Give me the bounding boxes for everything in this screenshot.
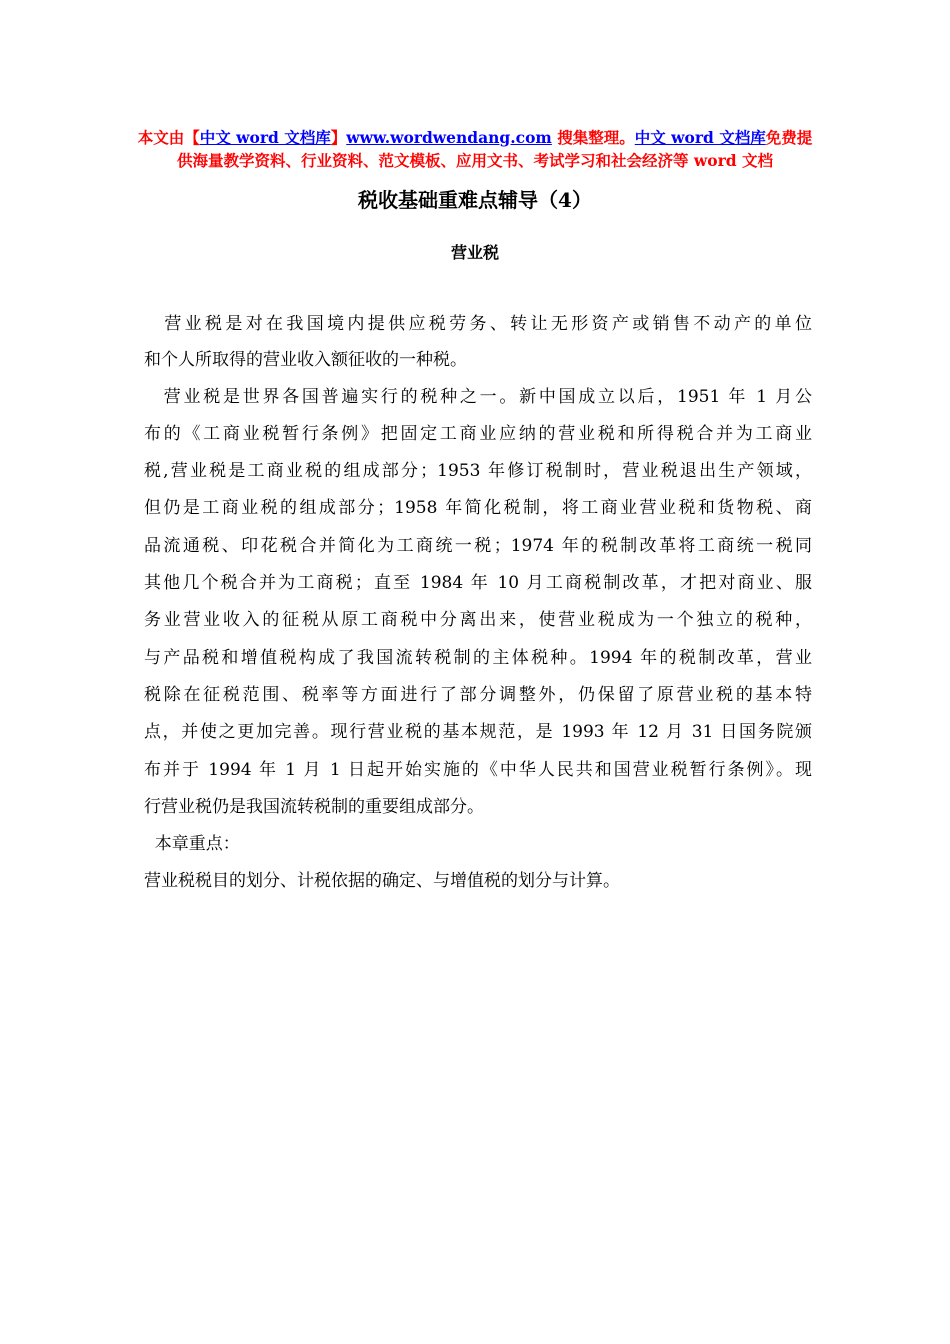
paragraph-2-line-1: 营业税是世界各国普遍实行的税种之一。新中国成立以后，1951 年 1 月公 <box>144 387 812 407</box>
section-title: 营业税 <box>450 243 499 262</box>
paragraph-1-line-2: 和个人所取得的营业收入额征收的一种税。 <box>144 350 467 370</box>
paragraph-2-line-9: 税除在征税范围、税率等方面进行了部分调整外，仍保留了原营业税的基本特 <box>144 685 812 705</box>
paragraph-2-line-3: 税,营业税是工商业税的组成部分；1953 年修订税制时，营业税退出生产领域， <box>144 461 812 481</box>
source-banner-line-1 <box>100 127 850 149</box>
source-banner-line-2: 供海量教学资料、行业资料、范文模板、应用文书、考试学习和社会经济等 word 文档 <box>177 151 773 170</box>
paragraph-2-line-11: 布并于 1994 年 1 月 1 日起开始实施的《中华人民共和国营业税暂行条例》。现 <box>144 760 812 780</box>
paragraph-2-line-5: 品流通税、印花税合并简化为工商统一税；1974 年的税制改革将工商统一税同 <box>144 536 812 556</box>
banner-mid-text: 搜集整理。 <box>551 128 635 147</box>
site-name-link[interactable]: 中文 word 文档库 <box>199 128 331 147</box>
paragraph-1-line-1: 营业税是对在我国境内提供应税劳务、转让无形资产或销售不动产的单位 <box>144 314 812 334</box>
site-name-link-2[interactable]: 中文 word 文档库 <box>634 128 766 147</box>
paragraph-2-line-2: 布的《工商业税暂行条例》把固定工商业应纳的营业税和所得税合并为工商业 <box>144 424 812 444</box>
document-title: 税收基础重难点辅导（4） <box>358 188 592 212</box>
paragraph-2-line-7: 务业营业收入的征税从原工商税中分离出来，使营业税成为一个独立的税种， <box>144 610 812 630</box>
paragraph-2-line-12: 行营业税仍是我国流转税制的重要组成部分。 <box>144 797 484 817</box>
key-points-text: 营业税税目的划分、计税依据的确定、与增值税的划分与计算。 <box>144 871 620 891</box>
site-url-link[interactable]: www.wordwendang.com <box>346 128 552 147</box>
paragraph-2-line-10: 点，并使之更加完善。现行营业税的基本规范，是 1993 年 12 月 31 日国务院颁 <box>144 722 812 742</box>
paragraph-2-line-6: 其他几个税合并为工商税；直至 1984 年 10 月工商税制改革，才把对商业、服 <box>144 573 812 593</box>
banner-suffix: 免费提 <box>765 128 813 147</box>
paragraph-2-line-4: 但仍是工商业税的组成部分；1958 年简化税制，将工商业营业税和货物税、商 <box>144 498 812 518</box>
banner-prefix: 本文由【 <box>137 128 200 147</box>
paragraph-2-line-8: 与产品税和增值税构成了我国流转税制的主体税种。1994 年的税制改革，营业 <box>144 648 812 668</box>
key-points-heading: 本章重点： <box>144 834 240 854</box>
banner-bracket-close: 】 <box>330 128 347 147</box>
